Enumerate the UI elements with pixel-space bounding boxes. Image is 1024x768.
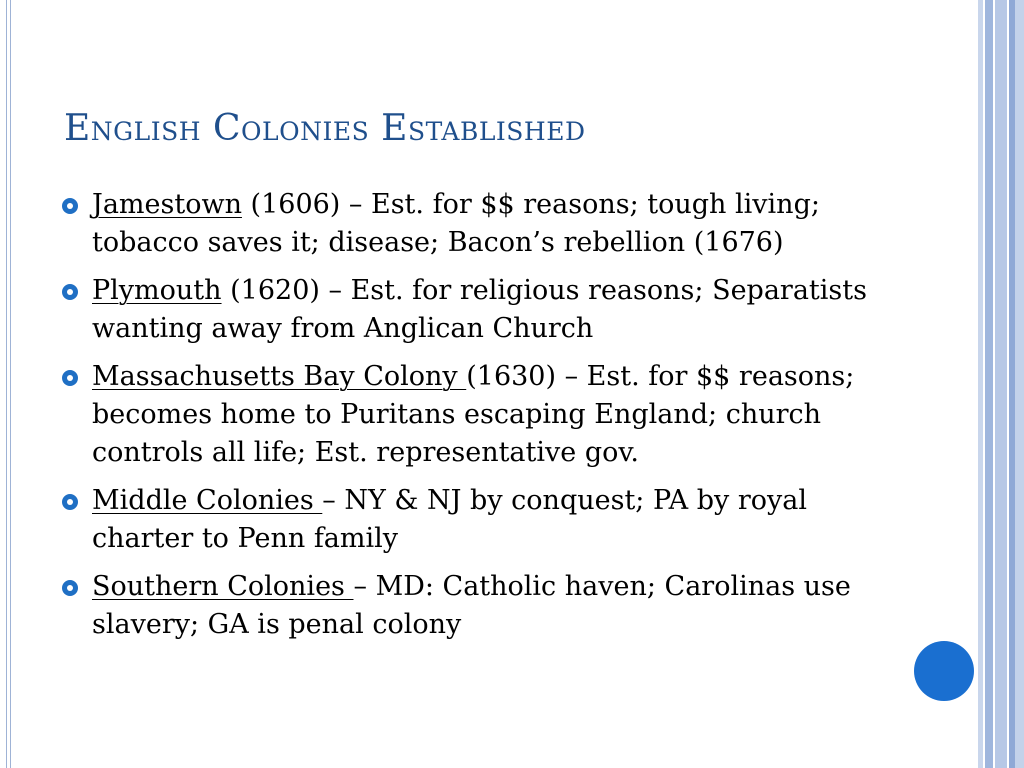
bullet-text: (1606) – Est. for $$ reasons; tough living; tobacco saves it; disease; Bacon’s rebellion (1676)	[92, 189, 820, 258]
bullet-text: – NY & NJ by conquest; PA by royal charter to Penn family	[92, 485, 808, 554]
bullet-item-jamestown	[62, 186, 892, 262]
decorative-circle	[914, 641, 974, 701]
bullet-item-southern-colonies	[62, 568, 892, 644]
left-frame-border	[6, 0, 11, 768]
bullet-circle-icon	[62, 198, 78, 214]
right-decorative-stripes	[978, 0, 1024, 768]
bullet-text: (1620) – Est. for religious reasons; Separatists wanting away from Anglican Church	[92, 275, 867, 344]
bullet-circle-icon	[62, 370, 78, 386]
bullet-circle-icon	[62, 580, 78, 596]
bullet-list	[62, 186, 892, 654]
stripe	[995, 0, 1007, 768]
bullet-text: (1630) – Est. for $$ reasons; becomes home to Puritans escaping England; church controls all life; Est. representative gov.	[92, 361, 855, 468]
stripe	[985, 0, 993, 768]
bullet-item-middle-colonies	[62, 482, 892, 558]
bullet-text: – MD: Catholic haven; Carolinas use slavery; GA is penal colony	[92, 571, 851, 640]
bullet-term: Plymouth	[92, 275, 222, 306]
bullet-term: Southern Colonies	[92, 571, 354, 602]
bullet-term: Massachusetts Bay Colony	[92, 361, 467, 392]
bullet-term: Jamestown	[92, 189, 242, 220]
bullet-circle-icon	[62, 494, 78, 510]
bullet-item-massachusetts-bay	[62, 358, 892, 472]
bullet-circle-icon	[62, 284, 78, 300]
stripe	[1015, 0, 1024, 768]
slide-title: English Colonies Established	[64, 108, 586, 149]
bullet-item-plymouth	[62, 272, 892, 348]
bullet-term: Middle Colonies	[92, 485, 323, 516]
